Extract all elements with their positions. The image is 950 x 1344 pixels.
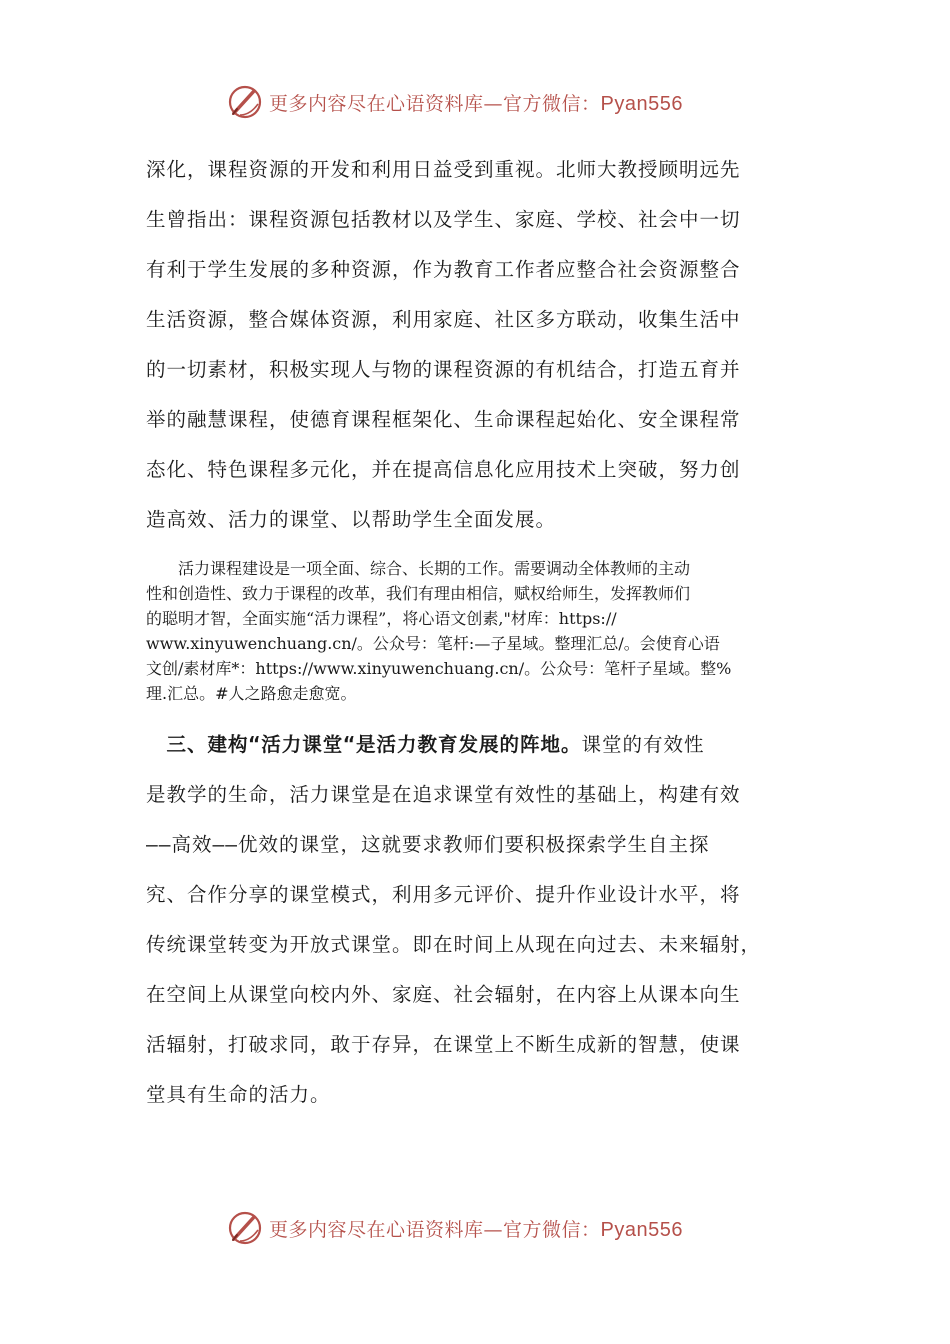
text-line: 生活资源，整合媒体资源，利用家庭、社区多方联动，收集生活中 [146, 308, 741, 331]
text-line: 举的融慧课程，使德育课程框架化、生命课程起始化、安全课程常 [146, 408, 741, 431]
pen-logo-icon [225, 82, 265, 122]
text-line: 的一切素材，积极实现人与物的课程资源的有机结合，打造五育并 [146, 358, 741, 381]
text-line: 究、合作分享的课堂模式，利用多元评价、提升作业设计水平，将 [146, 883, 741, 906]
text-line: 在空间上从课堂向校内外、家庭、社会辐射，在内容上从课本向生 [146, 983, 741, 1006]
text-line: 理.汇总。#人之路愈走愈宽。 [146, 684, 357, 703]
paragraph-1 [146, 145, 816, 545]
header-banner [225, 82, 745, 122]
text-line: 的聪明才智，全面实施“活力课程”，将心语文创素,"材库：https:// [146, 609, 617, 628]
text-line: 造高效、活力的课堂、以帮助学生全面发展。 [146, 508, 557, 531]
text-line: 活辐射，打破求同，敢于存异，在课堂上不断生成新的智慧，使课 [146, 1033, 741, 1056]
text-line: 态化、特色课程多元化，并在提高信息化应用技术上突破，努力创 [146, 458, 741, 481]
banner-text: 更多内容尽在心语资料库—官方微信：Pyan556 [269, 92, 683, 115]
paragraph-3 [146, 720, 816, 1120]
section-heading: 三、建构“活力课堂“是活力教育发展的阵地。 [146, 733, 582, 756]
pen-logo-icon [225, 1208, 265, 1248]
text-line: 性和创造性、致力于课程的改革，我们有理由相信，赋权给师生，发挥教师们 [146, 584, 691, 603]
text-line: 活力课程建设是一项全面、综合、长期的工作。需要调动全体教师的主动 [146, 559, 691, 578]
text-line: 传统课堂转变为开放式课堂。即在时间上从现在向过去、未来辐射， [146, 933, 762, 956]
text-line: 文创/素材库*：https://www.xinyuwenchuang.cn/。公众号：笔杆子星域。整% [146, 659, 732, 678]
text-line: 生曾指出：课程资源包括教材以及学生、家庭、学校、社会中一切 [146, 208, 741, 231]
text-line: 有利于学生发展的多种资源，作为教育工作者应整合社会资源整合 [146, 258, 741, 281]
text-line: 是教学的生命，活力课堂是在追求课堂有效性的基础上，构建有效 [146, 783, 741, 806]
text-line: www.xinyuwenchuang.cn/。公众号：笔杆:—子星域。整理汇总/。会使育心语 [146, 634, 720, 653]
paragraph-2 [146, 556, 816, 706]
text-line: ——高效——优效的课堂，这就要求教师们要积极探索学生自主探 [146, 833, 710, 856]
text-line: 深化，课程资源的开发和利用日益受到重视。北师大教授顾明远先 [146, 158, 741, 181]
banner-text: 更多内容尽在心语资料库—官方微信：Pyan556 [269, 1218, 683, 1241]
text-line: 堂具有生命的活力。 [146, 1083, 331, 1106]
section-heading-line: 三、建构“活力课堂“是活力教育发展的阵地。课堂的有效性 [146, 733, 705, 756]
footer-banner [225, 1208, 745, 1248]
